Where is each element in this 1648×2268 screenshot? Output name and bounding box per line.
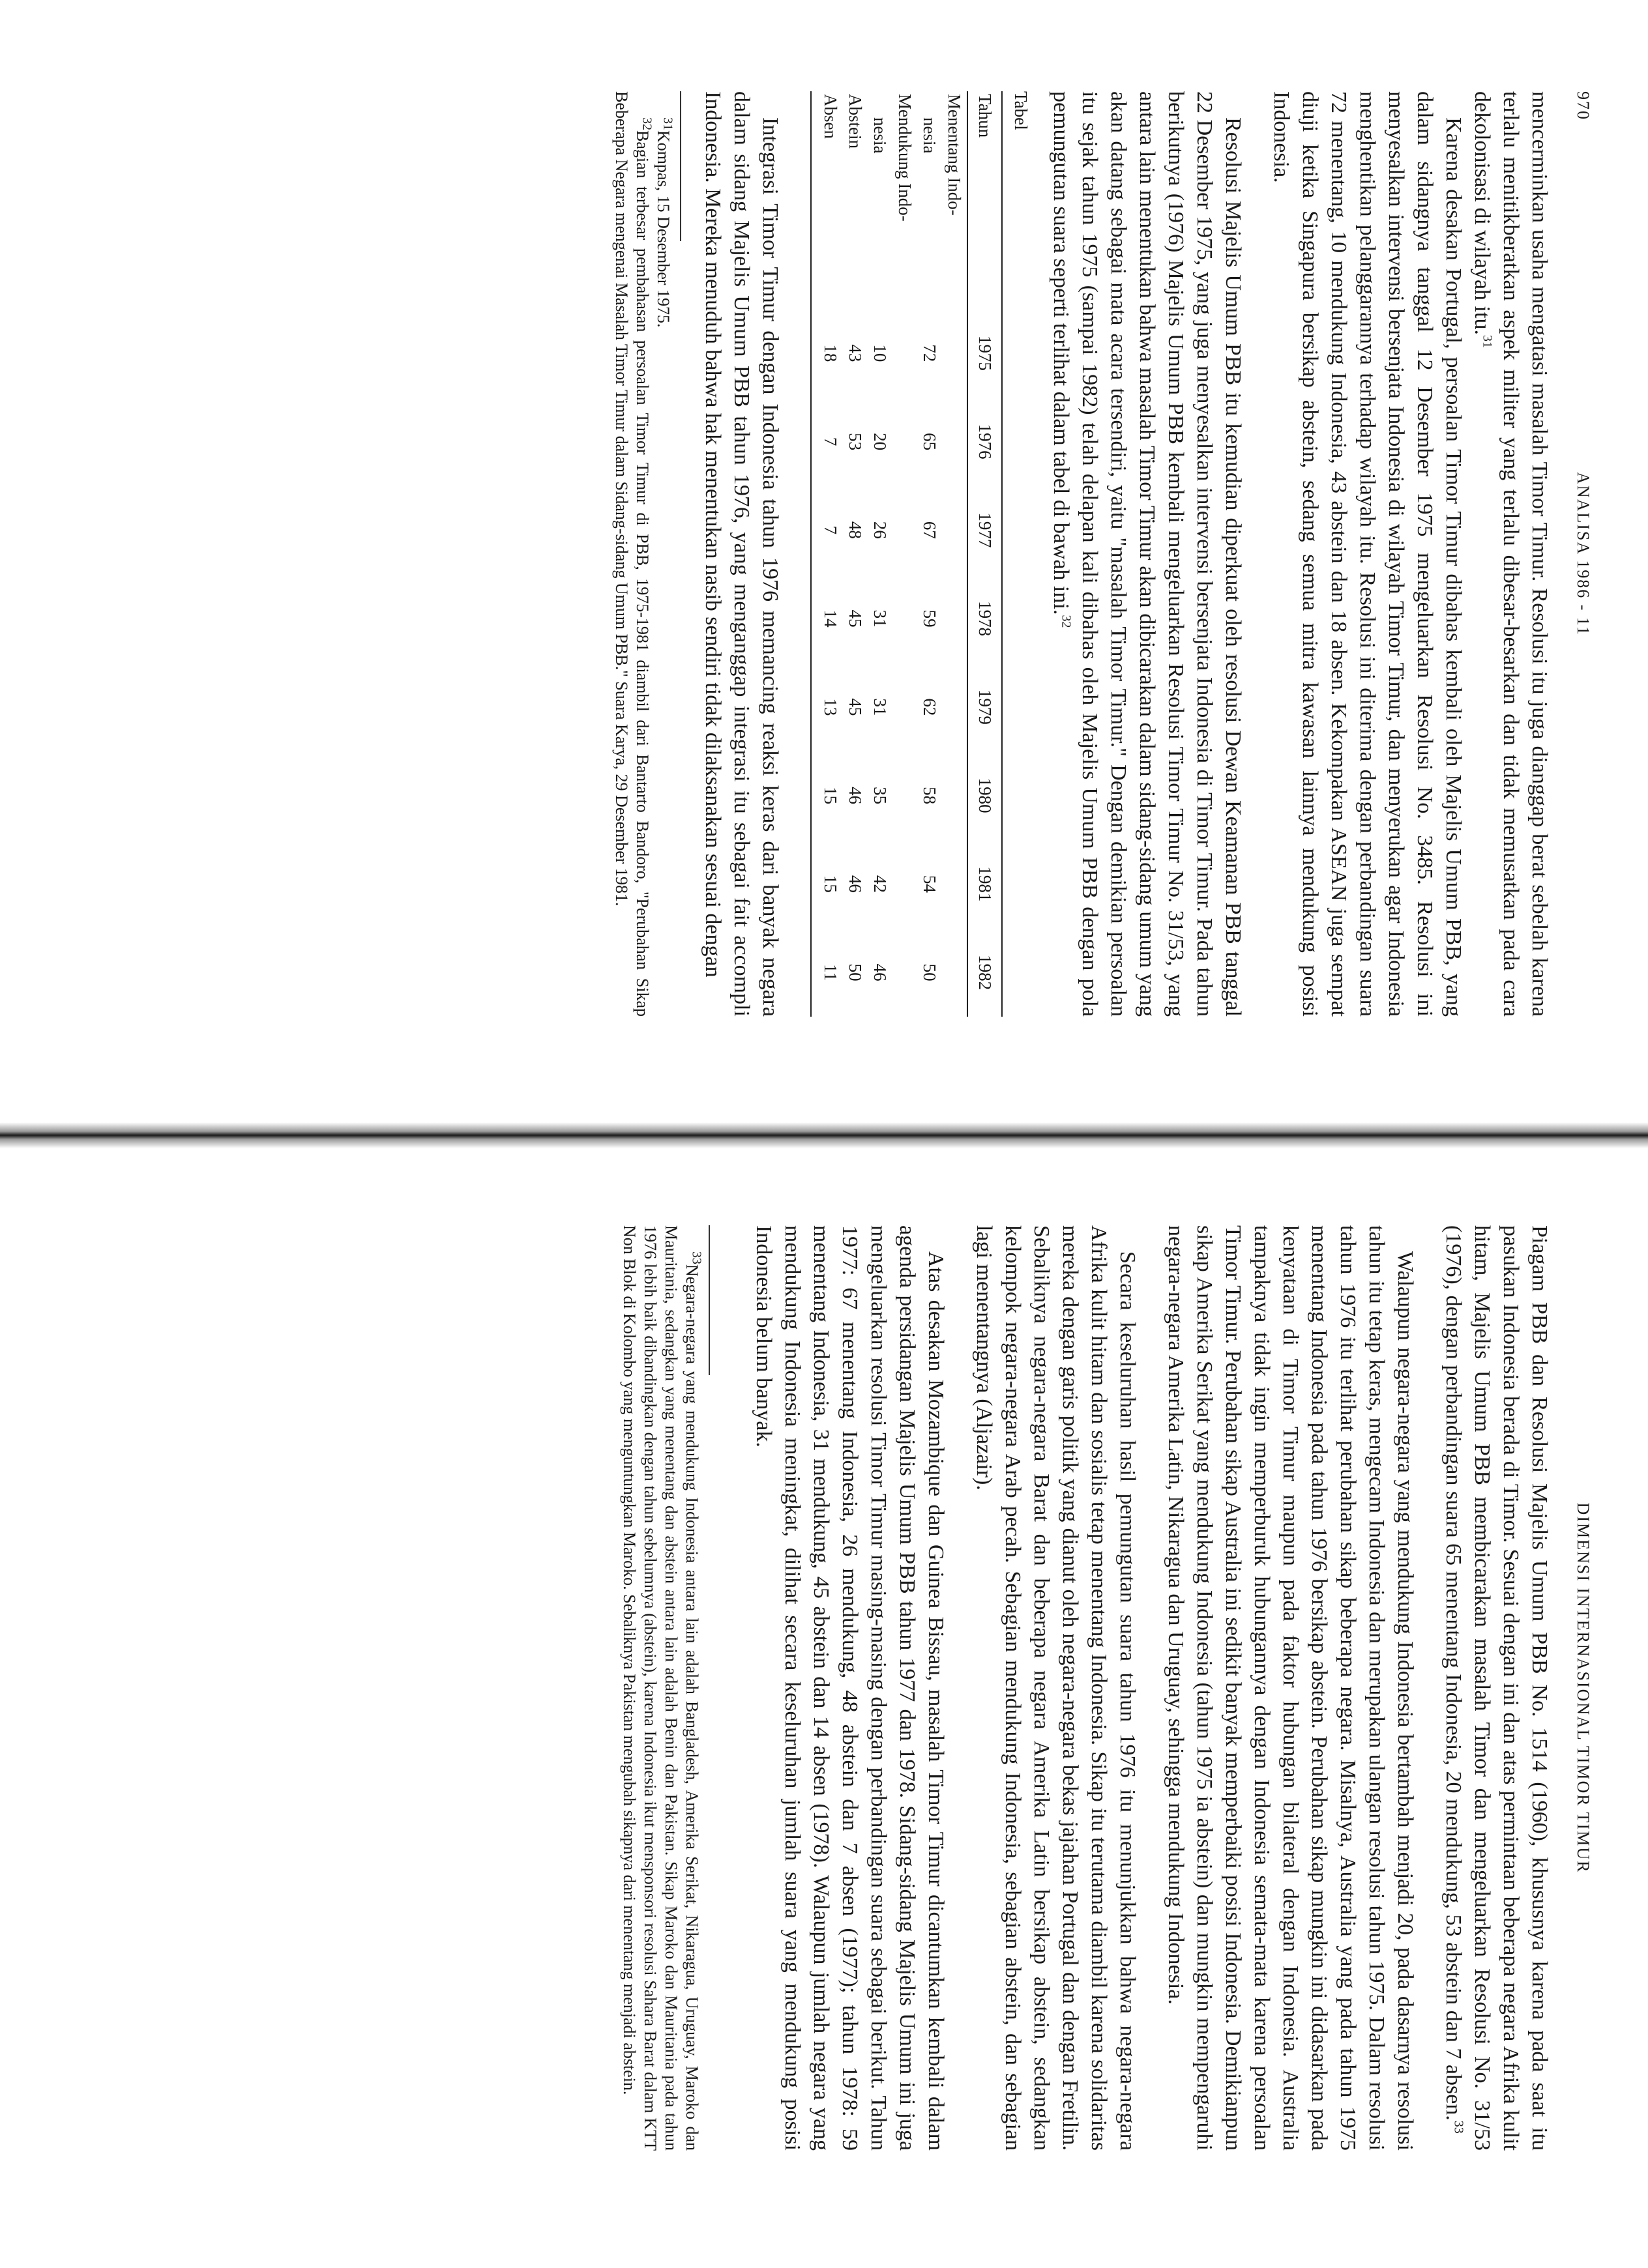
paragraph: Secara keseluruhan hasil pemungutan suara tahun 1976 itu menunjukkan bahwa negara-negara Afrika kulit hitam dan sosialis tetap menentang Indonesia. Sikap itu terutama diambil karena solidaritas mereka dengan garis politik yang dianut oleh negara-negara bekas jajahan Portugal dan dengan Fretilin. Sebaliknya negara-negara Barat dan beberapa negara Amerika Latin bersikap abstein, sedangkan kelompok negara-negara Arab pecah. Sebagian mendukung Indonesia, sebagian abstein, dan sebagian lagi menentangnya (Aljazair). [972, 1225, 1140, 2151]
footnote [611, 91, 653, 1017]
table-cell: 50 [846, 963, 865, 981]
footnote [619, 1225, 702, 2151]
footnote-ref: 31 [1480, 334, 1495, 348]
row-label: Mendukung Indo- [895, 94, 915, 222]
table-header-cell: 1976 [967, 398, 1002, 486]
paragraph [1467, 91, 1553, 1017]
left-page-header [1553, 91, 1593, 1017]
table-header-cell: Tahun [967, 91, 1002, 309]
right-page [0, 1134, 1648, 2268]
table-cell: 20 [870, 433, 890, 451]
footnote-ref: 33 [1451, 2120, 1466, 2134]
row-label-cont: nesia [920, 117, 939, 154]
table-header-cell: 1979 [967, 663, 1002, 751]
table-cell: 46 [846, 787, 865, 805]
table-row [917, 91, 942, 1017]
row-label-cont: nesia [870, 117, 890, 154]
footnote-rule [680, 91, 681, 241]
table-cell: 15 [811, 751, 843, 840]
paragraph-text: Resolusi Majelis Umum PBB itu kemudian diperkuat oleh resolusi Dewan Keamanan PBB tanggal 22 Desember 1975, yang juga menyesalkan intervensi bersenjata Indonesia di Timor Timur. Pada tahun berikutnya (1976) Majelis Umum PBB kembali mengeluarkan Resolusi Timor Timur No. 31/53, yang antara lain menentukan bahwa masalah Timor Timur akan dibicarakan dalam sidang-sidang umum yang akan datang sebagai mata acara tersendiri, yaitu "masalah Timor Timur." Dengan demikian persoalan itu sejak tahun 1975 (sampai 1982) telah delapan kali dibahas oleh Majelis Umum PBB dengan pola pemungutan suara seperti terlihat dalam tabel di bawah ini. [1049, 91, 1245, 1017]
paragraph-text: mencerminkan usaha mengatasi masalah Timor Timur. Resolusi itu juga dianggap berat sebelah karena terlalu menitikberatkan aspek militer yang terlalu dibesar-besarkan dan tidak memusatkan pada cara dekolonisasi di wilayah itu. [1470, 91, 1552, 1017]
table-cell: 7 [811, 398, 843, 486]
table-title: Tabel [1011, 91, 1031, 130]
table-cell: 59 [920, 609, 939, 628]
paragraph: Atas desakan Mozambique dan Guinea Bissau, masalah Timor Timur dicantumkan kembali dalam agenda persidangan Majelis Umum PBB tahun 1977 dan 1978. Sidang-sidang Majelis Umum ini juga mengeluarkan resolusi Timor Timur masing-masing dengan perbandingan suara sebagai berikut. Tahun 1977: 67 menentang Indonesia, 26 mendukung, 48 abstein dan 7 absen (1977); tahun 1978: 59 menentang Indonesia, 31 mendukung, 45 abstein dan 14 absen (1978). Walaupun jumlah negara yang mendukung Indonesia meningkat, dilihat secara keseluruhan jumlah suara yang mendukung posisi Indonesia belum banyak. [752, 1225, 948, 2151]
table-row [811, 91, 843, 1017]
paragraph-text: Piagam PBB dan Resolusi Majelis Umum PBB No. 1514 (1960), khususnya karena pada saat itu pasukan Indonesia berada di Timor. Sesuai dengan ini dan atas permintaan beberapa negara Afrika kulit hitam, Majelis Umum PBB membicarakan masalah Timor dan mengeluarkan Resolusi No. 31/53 (1976), dengan perbandingan suara 65 menentang Indonesia, 20 mendukung, 53 abstein dan 7 absen. [1441, 1225, 1552, 2151]
page-number: 970 [1574, 91, 1593, 121]
table-cell: 10 [870, 344, 890, 362]
table-cell: 46 [870, 963, 890, 981]
footnote-ref: 32 [1059, 615, 1074, 628]
footnote-rule [709, 1225, 710, 1375]
footnote-text: Negara-negara yang mendukung Indonesia antara lain adalah Bangladesh, Amerika Serikat, Nikaragua, Uruguay, Maroko dan Mauritania, sedangkan yang menentang dan abstein antara lain adalah Benin dan Pakistan. Sikap Maroko dan Mauritania pada tahun 1976 lebih baik dibandingkan dengan tahun sebelumnya (abstein), karena Indonesia ikut mensponsori resolusi Sahara Barat dalam KTT Non Blok di Kolombo yang menguntungkan Maroko. Sebaliknya Pakistan mengubah sikapnya dari menentang menjadi abstein. [620, 1225, 701, 2151]
table-cell: 72 [920, 344, 939, 362]
paragraph: Integrasi Timor Timur dengan Indonesia tahun 1976 memancing reaksi keras dari banyak negara dalam sidang Majelis Umum PBB tahun 1976, yang menganggap integrasi itu sebagai fait accompli Indonesia. Mereka menuduh bahwa hak menentukan nasib sendiri tidak dilaksanakan sesuai dengan [701, 91, 782, 1017]
table-cell: 46 [846, 875, 865, 893]
row-label: Menentang Indo- [945, 94, 964, 216]
table-cell: 14 [811, 574, 843, 663]
footnote-mark: 32 [640, 117, 655, 130]
footnote-mark: 33 [689, 1251, 704, 1264]
table-cell: 43 [846, 344, 865, 362]
table-row [942, 91, 967, 1017]
table-row [868, 91, 892, 1017]
table-cell: 45 [846, 698, 865, 716]
table-cell: 26 [870, 521, 890, 539]
table-row [843, 91, 868, 1017]
paragraph [1439, 1225, 1553, 2151]
table-cell: 48 [846, 521, 865, 539]
table-header-cell: 1982 [967, 928, 1002, 1017]
table-cell: 7 [811, 486, 843, 575]
table-cell: 58 [920, 787, 939, 805]
table-cell: 15 [811, 840, 843, 929]
table-cell: 62 [920, 698, 939, 716]
right-page-header [1553, 1225, 1593, 2151]
row-label: Absen [811, 91, 843, 309]
footnote-text: Kompas, 15 Desember 1975. [654, 130, 673, 328]
footnote [653, 91, 673, 1017]
table-cell: 42 [870, 875, 890, 893]
table-header-row [967, 91, 1002, 1017]
table-header-cell: 1978 [967, 574, 1002, 663]
table-cell: 54 [920, 875, 939, 893]
table-header-cell: 1975 [967, 309, 1002, 398]
table-cell: 53 [846, 433, 865, 451]
table-cell: 67 [920, 521, 939, 539]
table-cell: 31 [870, 609, 890, 628]
paragraph: Walaupun negara-negara yang mendukung Indonesia bertambah menjadi 20, pada dasarnya resolusi tahun itu tetap keras, mengecam Indonesia dan merupakan ulangan resolusi tahun 1975. Dalam resolusi tahun 1976 itu terlihat perubahan sikap beberapa negara. Misalnya, Australia yang pada tahun 1975 menentang Indonesia pada tahun 1976 bersikap abstein. Perubahan sikap mungkin ini didasarkan pada kenyataan di Timor Timur maupun pada faktor hubungan bilateral dengan Indonesia. Australia tampaknya tidak ingin memperburuk hubungannya dengan Indonesia semata-mata karena persoalan Timor Timur. Perubahan sikap Australia ini sedikit banyak memperbaiki posisi Indonesia. Demikianpun sikap Amerika Serikat yang mendukung Indonesia (tahun 1975 ia abstein) dan mungkin mempengaruhi negara-negara Amerika Latin, Nikaragua dan Uruguay, sehingga mendukung Indonesia. [1164, 1225, 1417, 2151]
running-head-left: ANALISA 1986 - 11 [1574, 472, 1593, 636]
row-label: Abstein [846, 94, 865, 149]
paragraph [1046, 91, 1247, 1017]
table-header-cell: 1981 [967, 840, 1002, 929]
table-cell: 65 [920, 433, 939, 451]
paragraph: Karena desakan Portugal, persoalan Timor Timur dibahas kembali oleh Majelis Umum PBB, yang dalam sidangnya tanggal 12 Desember 1975 mengeluarkan Resolusi No. 3485. Resolusi ini menyesalkan intervensi bersenjata Indonesia di wilayah Timor Timur, dan menyerukan agar Indonesia menghentikan pelanggarannya terhadap wilayah itu. Resolusi ini diterima dengan perbandingan suara 72 menentang, 10 mendukung Indonesia, 43 abstein dan 18 absen. Kekompakan ASEAN juga sempat diuji ketika Singapura bersikap abstein, sedang semua mitra kawasan lainnya mendukung posisi Indonesia. [1269, 91, 1465, 1017]
table-cell: 18 [811, 309, 843, 398]
table-header-cell: 1980 [967, 751, 1002, 840]
table-cell: 11 [811, 928, 843, 1017]
table-cell: 45 [846, 609, 865, 628]
table-cell: 50 [920, 963, 939, 981]
table-cell: 31 [870, 698, 890, 716]
footnote-mark: 31 [660, 117, 675, 130]
table-row [892, 91, 917, 1017]
footnote-text: Bagian terbesar pembahasan persoalan Timor Timur di PBB, 1975-1981 diambil dari Bantarto Bandoro, "Perubahan Sikap Beberapa Negara mengenai Masalah Timor Timur dalam Sidang-sidang Umum PBB." Suara Karya, 29 Desember 1981. [612, 91, 652, 1017]
running-head-right: DIMENSI INTERNASIONAL TIMOR TIMUR [1574, 1502, 1593, 1874]
table-cell: 35 [870, 787, 890, 805]
table-cell: 13 [811, 663, 843, 751]
vote-table [810, 91, 1003, 1017]
table-header-cell: 1977 [967, 486, 1002, 575]
